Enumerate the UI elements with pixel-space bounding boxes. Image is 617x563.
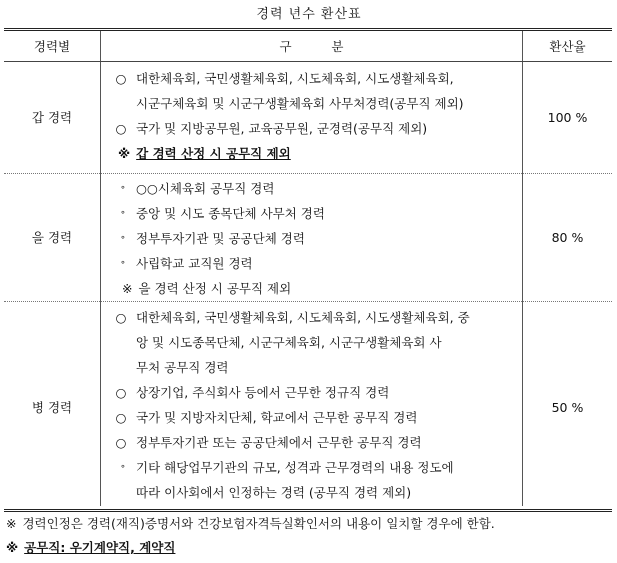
small-bullet-icon: ∘ <box>120 183 126 193</box>
rate-value: 100 % <box>547 110 588 125</box>
note-text: 갑 경력 산정 시 공무직 제외 <box>136 146 291 161</box>
list-item <box>104 66 524 116</box>
grade-label: 갑 경력 <box>31 110 73 125</box>
small-bullet-icon: ∘ <box>120 462 126 472</box>
item-line: 사립학교 교직원 경력 <box>136 256 253 271</box>
footnote-text: 경력인정은 경력(재직)증명서와 건강보험자격득실확인서의 내용이 일치할 경우에 한함. <box>22 516 495 531</box>
list-item <box>104 176 524 201</box>
item-line: 대한체육회, 국민생활체육회, 시도체육회, 시도생활체육회, <box>136 71 454 86</box>
row-divider <box>4 173 612 174</box>
item-line: 국가 및 지방공무원, 교육공무원, 군경력(공무직 제외) <box>136 121 428 136</box>
row-note <box>104 141 524 166</box>
list-item <box>104 226 524 251</box>
row-divider <box>4 301 612 302</box>
table-title: 경력 년수 환산표 <box>256 7 362 22</box>
reference-mark-icon: ※ <box>6 540 19 555</box>
rate-value: 80 % <box>551 230 584 245</box>
header-rate: 환산율 <box>549 39 586 54</box>
circle-bullet-icon: ○ <box>115 385 127 400</box>
row-note <box>104 276 524 301</box>
row-items <box>104 305 524 505</box>
list-item <box>104 455 524 505</box>
list-item <box>104 380 524 405</box>
footnote <box>6 512 612 536</box>
list-item <box>104 116 524 141</box>
grade-label: 을 경력 <box>31 230 73 245</box>
item-line: 국가 및 지방자치단체, 학교에서 근무한 공무직 경력 <box>136 410 418 425</box>
list-item <box>104 305 524 380</box>
list-item <box>104 201 524 226</box>
list-item <box>104 430 524 455</box>
small-bullet-icon: ∘ <box>120 208 126 218</box>
circle-bullet-icon: ○ <box>115 435 127 450</box>
list-item <box>104 405 524 430</box>
list-item <box>104 251 524 276</box>
item-line: 정부투자기관 및 공공단체 경력 <box>136 231 305 246</box>
item-line: 중앙 및 시도 종목단체 사무처 경력 <box>136 206 325 221</box>
reference-mark-icon: ※ <box>6 516 17 531</box>
row-items <box>104 66 524 166</box>
item-line: 무처 공무직 경력 <box>136 360 229 375</box>
circle-bullet-icon: ○ <box>115 410 127 425</box>
item-line: 시군구체육회 및 시군구생활체육회 사무처경력(공무직 제외) <box>136 96 464 111</box>
item-line: 따라 이사회에서 인정하는 경력 (공무직 경력 제외) <box>136 485 412 500</box>
header-category: 경력별 <box>33 39 71 54</box>
circle-bullet-icon: ○ <box>115 71 127 86</box>
grade-label: 병 경력 <box>31 400 73 415</box>
item-line: ○○시체육회 공무직 경력 <box>136 181 275 196</box>
note-text: 을 경력 산정 시 공무직 제외 <box>138 281 292 296</box>
circle-bullet-icon: ○ <box>115 310 127 325</box>
item-line: 기타 해당업무기관의 규모, 성격과 근무경력의 내용 정도에 <box>136 460 454 475</box>
reference-mark-icon: ※ <box>118 146 131 161</box>
item-line: 정부투자기관 또는 공공단체에서 근무한 공무직 경력 <box>136 435 422 450</box>
item-line: 상장기업, 주식회사 등에서 근무한 정규직 경력 <box>136 385 390 400</box>
row-items <box>104 176 524 301</box>
circle-bullet-icon: ○ <box>115 121 127 136</box>
rate-value: 50 % <box>551 400 584 415</box>
item-line: 앙 및 시도종목단체, 시군구체육회, 시군구생활체육회 사 <box>136 335 442 350</box>
small-bullet-icon: ∘ <box>120 258 126 268</box>
footnote-text: 공무직: 우기계약직, 계약직 <box>24 540 176 555</box>
column-divider <box>100 31 101 506</box>
career-conversion-document <box>4 2 614 560</box>
small-bullet-icon: ∘ <box>120 233 126 243</box>
item-line: 대한체육회, 국민생활체육회, 시도체육회, 시도생활체육회, 중 <box>136 310 470 325</box>
reference-mark-icon: ※ <box>122 281 133 296</box>
header-divider <box>4 61 612 62</box>
footnote <box>6 536 612 560</box>
header-division: 구 분 <box>279 39 344 54</box>
